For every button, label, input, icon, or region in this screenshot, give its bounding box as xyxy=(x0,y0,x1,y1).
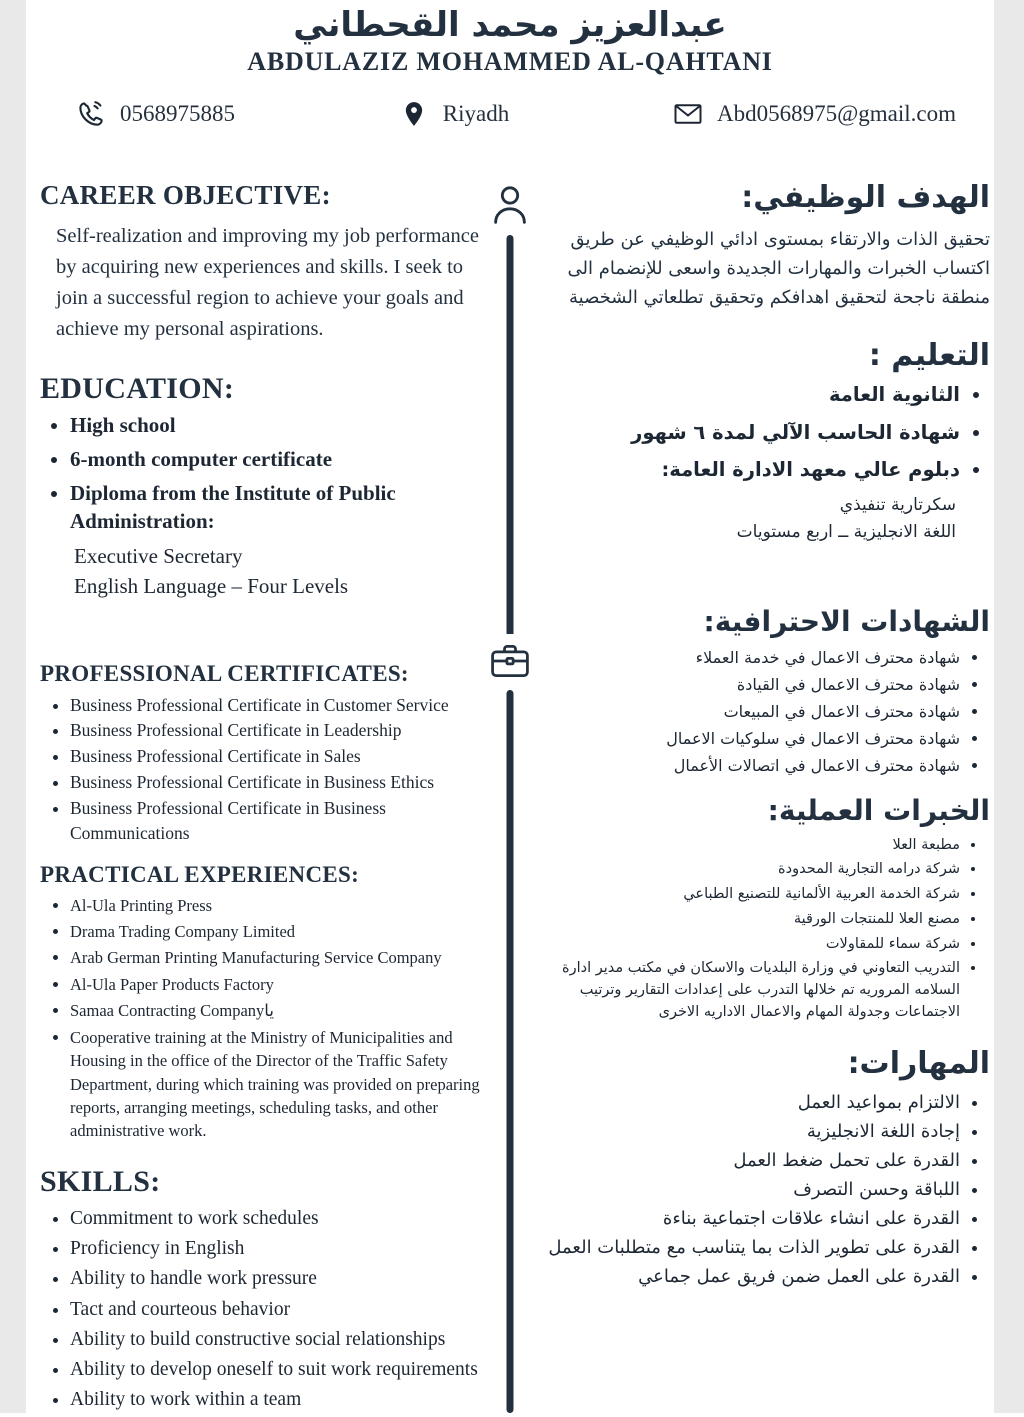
list-item: • مصنع العلا للمنتجات الورقية xyxy=(544,909,960,931)
education-list xyxy=(40,412,498,535)
name-english: ABDULAZIZ MOHAMMED AL-QAHTANI xyxy=(247,47,773,77)
section-career-objective xyxy=(40,180,498,346)
contact-phone[interactable] xyxy=(74,97,235,131)
section-education xyxy=(40,372,498,601)
email-value: Abd0568975@gmail.com xyxy=(716,101,956,127)
list-item: • Business Professional Certificate in Business Ethics xyxy=(70,770,498,795)
column-english xyxy=(26,180,512,1417)
list-item: • Ability to develop oneself to suit work requirements xyxy=(70,1356,498,1384)
list-item: • القدرة على تطوير الذات بما يتناسب مع متطلبات العمل xyxy=(544,1234,960,1261)
list-item: • High school xyxy=(70,412,498,439)
list-item: • شركة الخدمة العربية الألمانية للتصنيع الطباعي xyxy=(544,884,960,906)
list-item: • Samaa Contracting Companyيا xyxy=(70,999,498,1022)
page-edge-left xyxy=(0,0,26,1413)
list-item: • Diploma from the Institute of Public Administration: xyxy=(70,480,498,535)
contact-email[interactable] xyxy=(671,97,956,131)
education-subitem-ar: سكرتارية تنفيذي xyxy=(839,495,956,516)
list-item: • التدريب التعاوني في وزارة البلديات والاسكان في مكتب مدير ادارة السلامه المروريه تم خلالها التدرب على إعدادات التقارير وترتيب الاجتماعات وجدولة المهام والاعمال الاداريه الاخرى xyxy=(544,958,960,1023)
list-item: • دبلوم عالي معهد الادارة العامة: xyxy=(544,456,960,484)
list-item: • Business Professional Certificate in Leadership xyxy=(70,718,498,743)
list-item: • Business Professional Certificate in Customer Service xyxy=(70,693,498,718)
education-title: EDUCATION: xyxy=(40,371,235,405)
list-item: • الالتزام بمواعيد العمل xyxy=(544,1089,960,1116)
list-item: • شهادة محترف الاعمال في سلوكيات الاعمال xyxy=(544,727,960,751)
skills-title: SKILLS: xyxy=(40,1164,161,1198)
section-practical-experiences-ar xyxy=(544,794,990,1024)
column-arabic xyxy=(534,180,994,1417)
list-item: • Arab German Printing Manufacturing Service Company xyxy=(70,946,498,969)
location-pin-icon xyxy=(397,97,431,131)
section-professional-certificates-ar xyxy=(544,605,990,778)
career-objective-text: Self-realization and improving my job performance by acquiring new experiences and skills. I seek to join a successful region to achieve your goals and achieve my personal aspirations. xyxy=(56,225,479,341)
section-skills xyxy=(40,1165,498,1415)
skills-title-ar: المهارات: xyxy=(847,1045,990,1081)
education-subitem: Executive Secretary xyxy=(74,543,243,568)
section-skills-ar xyxy=(544,1046,990,1290)
list-item: • القدرة على انشاء علاقات اجتماعية بناءة xyxy=(544,1205,960,1232)
column-gap xyxy=(512,180,534,1417)
phone-value: 0568975885 xyxy=(120,101,235,127)
resume-columns xyxy=(26,180,994,1417)
list-item: • 6-month computer certificate xyxy=(70,446,498,473)
section-professional-certificates xyxy=(40,661,498,846)
experiences-list-ar xyxy=(544,835,990,1024)
list-item: • شركة سماء للمقاولات xyxy=(544,934,960,956)
list-item: • شهادة محترف الاعمال في القيادة xyxy=(544,673,960,697)
list-item: • اللباقة وحسن التصرف xyxy=(544,1176,960,1203)
contact-location xyxy=(397,97,509,131)
section-education-ar xyxy=(544,338,990,544)
list-item: • شركة درامه التجارية المحدودة xyxy=(544,859,960,881)
page-edge-right xyxy=(994,0,1024,1413)
envelope-icon xyxy=(671,97,705,131)
list-item: • إجادة اللغة الانجليزية xyxy=(544,1118,960,1145)
certificates-list xyxy=(40,693,498,846)
certificates-title: PROFESSIONAL CERTIFICATES: xyxy=(40,660,409,686)
list-item: • Business Professional Certificate in Business Communications xyxy=(70,796,498,846)
list-item: • Ability to build constructive social relationships xyxy=(70,1326,498,1354)
list-item: • Ability to handle work pressure xyxy=(70,1265,498,1293)
certificates-title-ar: الشهادات الاحترافية: xyxy=(703,604,990,638)
education-subitem-ar: اللغة الانجليزية ــ اربع مستويات xyxy=(736,521,956,542)
experiences-list xyxy=(40,894,498,1143)
section-career-objective-ar xyxy=(544,180,990,312)
experiences-title: PRACTICAL EXPERIENCES: xyxy=(40,861,360,887)
list-item: • Cooperative training at the Ministry of Municipalities and Housing in the office of the Director of the Traffic Safety Department, during which training was provided on preparing reports, arranging meetings, scheduling tasks, and other administrative work. xyxy=(70,1026,498,1143)
resume-content xyxy=(26,0,994,1413)
list-item: • شهادة محترف الاعمال في خدمة العملاء xyxy=(544,646,960,670)
list-item: • Commitment to work schedules xyxy=(70,1205,498,1233)
list-item: • Business Professional Certificate in Sales xyxy=(70,744,498,769)
list-item: • Al-Ula Printing Press xyxy=(70,894,498,917)
section-practical-experiences xyxy=(40,862,498,1143)
name-arabic: عبدالعزيز محمد القحطاني xyxy=(293,5,727,45)
career-objective-title: CAREER OBJECTIVE: xyxy=(40,180,331,210)
list-item: • Proficiency in English xyxy=(70,1235,498,1263)
experiences-title-ar: الخبرات العملية: xyxy=(767,793,990,827)
list-item: • مطبعة العلا xyxy=(544,835,960,857)
location-value: Riyadh xyxy=(442,101,510,127)
skills-list xyxy=(40,1205,498,1415)
contact-row xyxy=(26,97,994,131)
list-item: • Al-Ula Paper Products Factory xyxy=(70,973,498,996)
list-item: • Drama Trading Company Limited xyxy=(70,920,498,943)
career-objective-text-ar: تحقيق الذات والارتقاء بمستوى ادائي الوظيفي عن طريق اكتساب الخبرات والمهارات الجديدة واسعى للإنضمام الى منطقة ناجحة لتحقيق اهدافكم وتحقيق تطلعاتي الشخصية xyxy=(567,229,990,309)
education-list-ar xyxy=(544,381,990,484)
list-item: • الثانوية العامة xyxy=(544,381,960,409)
list-item: • Ability to work within a team xyxy=(70,1386,498,1414)
list-item: • شهادة محترف الاعمال في المبيعات xyxy=(544,700,960,724)
list-item: • شهادة محترف الاعمال في اتصالات الأعمال xyxy=(544,754,960,778)
phone-icon xyxy=(74,97,108,131)
resume-header xyxy=(26,0,994,77)
list-item: • Tact and courteous behavior xyxy=(70,1296,498,1324)
career-objective-title-ar: الهدف الوظيفي: xyxy=(741,180,990,215)
list-item: • القدرة على العمل ضمن فريق عمل جماعي xyxy=(544,1263,960,1290)
education-subitem: English Language – Four Levels xyxy=(74,574,349,599)
education-title-ar: التعليم : xyxy=(868,338,990,374)
skills-list-ar xyxy=(544,1089,990,1290)
list-item: • القدرة على تحمل ضغط العمل xyxy=(544,1147,960,1174)
list-item: • شهادة الحاسب الآلي لمدة ٦ شهور xyxy=(544,419,960,447)
certificates-list-ar xyxy=(544,646,990,778)
